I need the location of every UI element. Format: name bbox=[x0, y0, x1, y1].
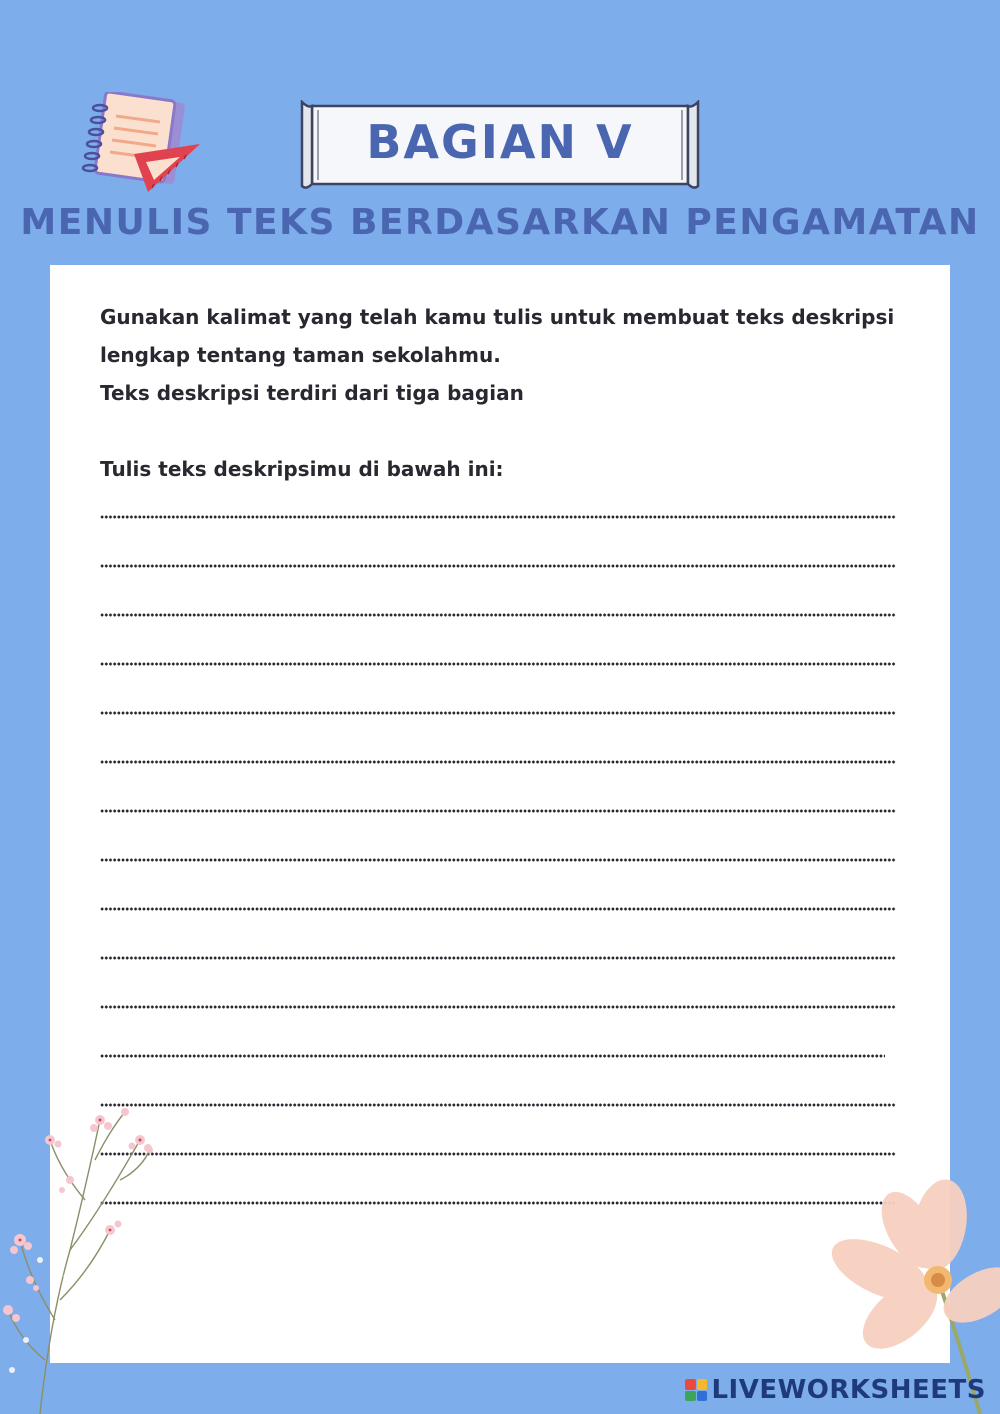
writing-line[interactable] bbox=[100, 858, 896, 862]
writing-line[interactable] bbox=[100, 956, 896, 960]
brand-name: LIVEWORKSHEETS bbox=[711, 1375, 986, 1405]
worksheet-panel bbox=[50, 265, 950, 1363]
section-badge: BAGIAN V bbox=[366, 115, 634, 169]
page-title: MENULIS TEKS BERDASARKAN PENGAMATAN bbox=[20, 202, 980, 243]
writing-line[interactable] bbox=[100, 1054, 885, 1058]
writing-line[interactable] bbox=[100, 809, 896, 813]
instruction-line-2: lengkap tentang taman sekolahmu. bbox=[100, 343, 501, 367]
writing-line[interactable] bbox=[100, 1103, 896, 1107]
writing-line[interactable] bbox=[100, 662, 896, 666]
writing-line[interactable] bbox=[100, 1152, 896, 1156]
writing-line[interactable] bbox=[100, 711, 896, 715]
liveworksheets-logo[interactable] bbox=[685, 1374, 986, 1406]
title-banner bbox=[298, 100, 702, 192]
instruction-line-1: Gunakan kalimat yang telah kamu tulis untuk membuat teks deskripsi bbox=[100, 305, 895, 329]
instruction-line-3: Teks deskripsi terdiri dari tiga bagian bbox=[100, 381, 524, 405]
writing-line[interactable] bbox=[100, 1201, 896, 1205]
writing-line[interactable] bbox=[100, 760, 896, 764]
writing-line[interactable] bbox=[100, 1005, 896, 1009]
flower-sprig-icon bbox=[0, 1100, 170, 1414]
notebook-icon bbox=[78, 92, 206, 196]
liveworksheets-logo-icon bbox=[685, 1379, 707, 1401]
writing-line[interactable] bbox=[100, 515, 896, 519]
writing-prompt: Tulis teks deskripsimu di bawah ini: bbox=[100, 457, 504, 481]
writing-line[interactable] bbox=[100, 907, 896, 911]
writing-line[interactable] bbox=[100, 613, 896, 617]
writing-line[interactable] bbox=[100, 564, 896, 568]
